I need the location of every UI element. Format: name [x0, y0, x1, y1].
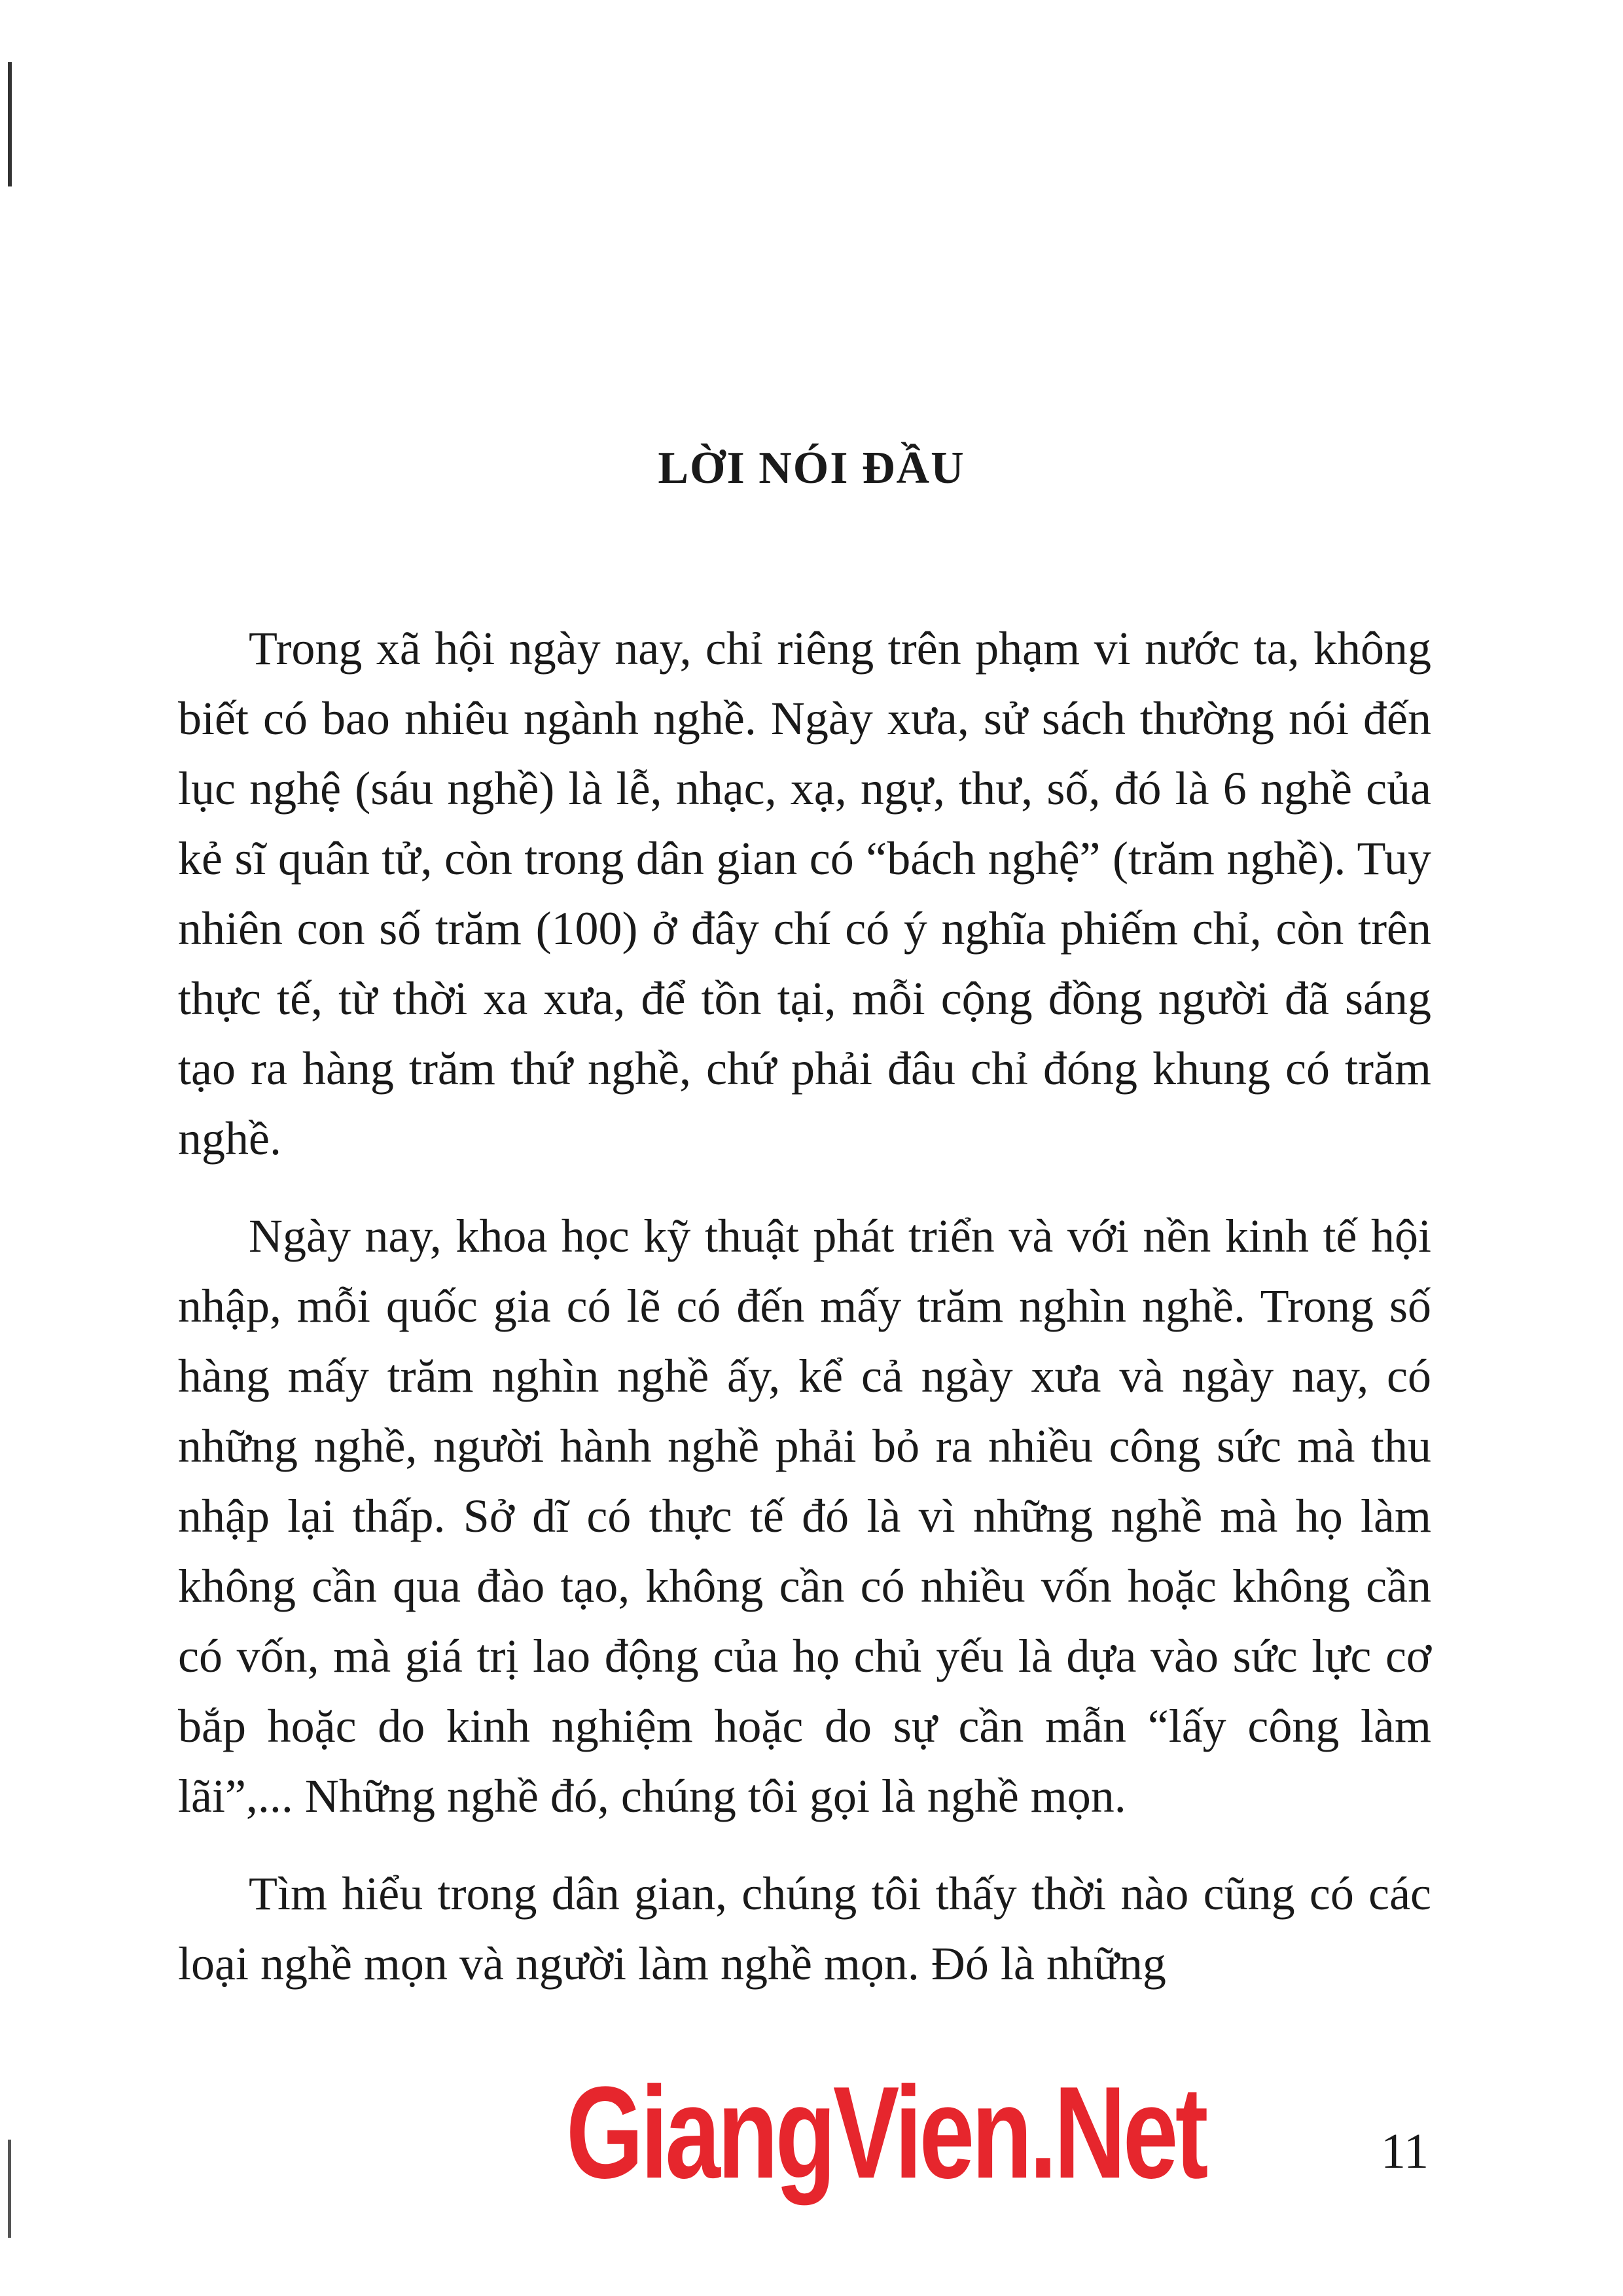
- body-text: [178, 614, 1431, 2026]
- scan-edge-mark: [8, 62, 12, 186]
- page-number: 11: [1381, 2124, 1429, 2179]
- paragraph-2: Ngày nay, khoa học kỹ thuật phát triển và với nền kinh tế hội nhập, mỗi quốc gia có lẽ có đến mấy trăm nghìn nghề. Trong số hàng mấy trăm nghìn nghề ấy, kể cả ngày xưa và ngày nay, có những nghề, người hành nghề phải bỏ ra nhiều công sức mà thu nhập lại thấp. Sở dĩ có thực tế đó là vì những nghề mà họ làm không cần qua đào tạo, không cần có nhiều vốn hoặc không cần có vốn, mà giá trị lao động của họ chủ yếu là dựa vào sức lực cơ bắp hoặc do kinh nghiệm hoặc do sự cần mẫn “lấy công làm lãi”,... Những nghề đó, chúng tôi gọi là nghề mọn.: [178, 1210, 1431, 1822]
- paragraph-1: Trong xã hội ngày nay, chỉ riêng trên phạm vi nước ta, không biết có bao nhiêu ngành nghề. Ngày xưa, sử sách thường nói đến lục nghệ (sáu nghề) là lễ, nhạc, xạ, ngự, thư, số, đó là 6 nghề của kẻ sĩ quân tử, còn trong dân gian có “bách nghệ” (trăm nghề). Tuy nhiên con số trăm (100) ở đây chí có ý nghĩa phiếm chỉ, còn trên thực tế, từ thời xa xưa, để tồn tại, mỗi cộng đồng người đã sáng tạo ra hàng trăm thứ nghề, chứ phải đâu chỉ đóng khung có trăm nghề.: [178, 622, 1431, 1165]
- scan-edge-mark-bottom: [8, 2140, 11, 2238]
- paragraph-3: Tìm hiểu trong dân gian, chúng tôi thấy thời nào cũng có các loại nghề mọn và người làm nghề mọn. Đó là những: [178, 1867, 1431, 1990]
- watermark: GiangVien.Net: [566, 2060, 1205, 2206]
- page-title: LỜI NÓI ĐẦU: [658, 443, 965, 493]
